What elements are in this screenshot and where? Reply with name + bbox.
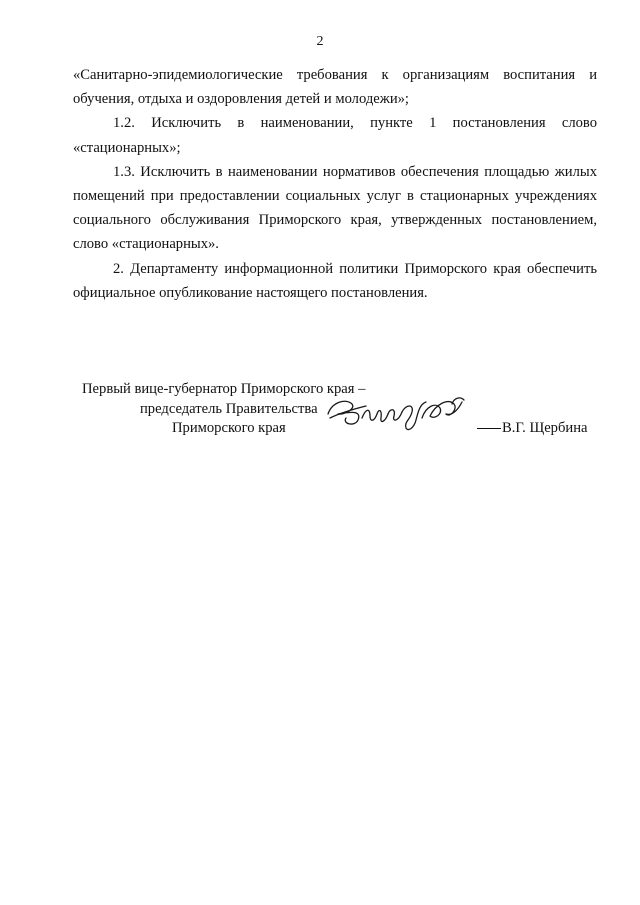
document-body [73,63,597,305]
signer-name-text: В.Г. Щербина [502,420,588,436]
paragraph-continuation: «Санитарно-эпидемиологические требования к организациям воспитания и обучения, отдыха и оздоровления детей и молодежи»; [73,67,597,108]
signer-name [477,419,588,439]
signer-position-line-1: Первый вице-губернатор Приморского края – [82,381,366,397]
signer-position-line-2: председатель Правительства [140,400,318,417]
paragraph-item-1-2: 1.2. Исключить в наименовании, пункте 1 постановления слово «стационарных»; [73,115,597,156]
signature-block [0,380,640,440]
signature-underline [477,428,501,429]
paragraph-item-2: 2. Департаменту информационной политики Приморского края обеспечить официальное опубликование настоящего постановления. [73,260,597,301]
paragraph-item-1-3: 1.3. Исключить в наименовании нормативов обеспечения площадью жилых помещений при предоставлении социальных услуг в стационарных учреждениях социального обслуживания Приморского края, утвержденных постановлением, слово «стационарных». [73,163,597,253]
handwritten-signature [322,388,482,434]
page-number: 2 [316,34,324,49]
signer-position-line-3: Приморского края [172,420,286,436]
